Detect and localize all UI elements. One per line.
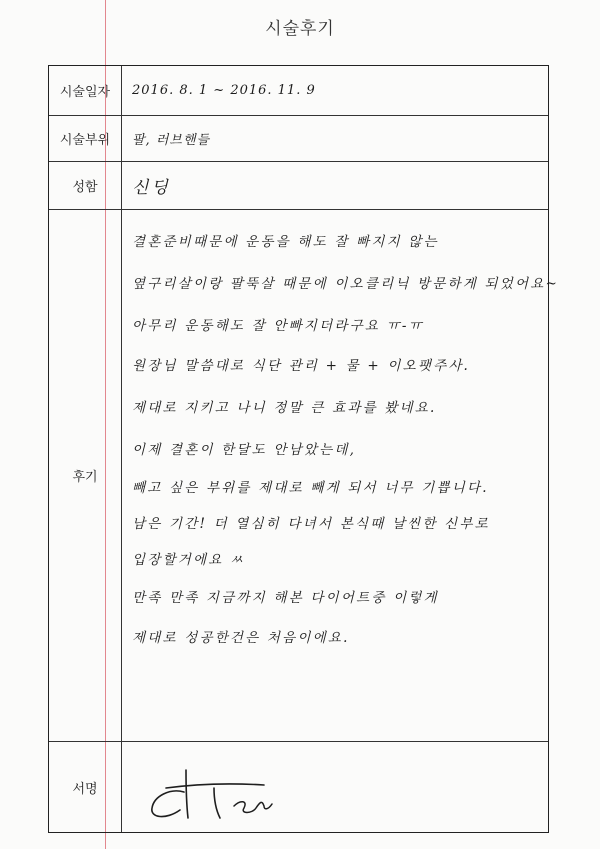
review-form [48,65,559,833]
review-line: 만족 만족 지금까지 해본 다이어트중 이렇게 [132,590,439,606]
review-line: 이제 결혼이 한달도 안남았는데, [132,442,357,458]
signature-area [122,742,548,832]
review-line: 남은 기간! 더 열심히 다녀서 본식때 날씬한 신부로 [132,516,490,532]
review-line: 옆구리살이랑 팔뚝살 때문에 이오클리닉 방문하게 되었어요~ [132,276,559,292]
review-line: 결혼준비때문에 운동을 해도 잘 빠지지 않는 [132,234,439,250]
signature-label: 서명 [49,742,122,832]
review-line: 원장님 말씀대로 식단 관리 + 물 + 이오팻주사. [132,358,471,374]
area-label: 시술부위 [49,116,122,161]
area-value: 팔, 러브핸들 [132,133,211,148]
review-line: 제대로 지키고 나니 정말 큰 효과를 봤네요. [132,400,437,416]
date-value: 2016. 8. 1 ~ 2016. 11. 9 [132,83,316,98]
name-row [49,162,548,210]
name-value: 신딩 [132,178,171,198]
handwritten-signature [136,748,336,828]
date-label: 시술일자 [49,66,122,115]
review-label: 후기 [49,210,122,741]
review-line: 입장할거에요 ㅆ [132,552,246,568]
review-line: 제대로 성공한건은 처음이에요. [132,630,350,646]
review-text [122,210,559,741]
signature-row [49,742,548,832]
review-line: 빼고 싶은 부위를 제대로 빼게 되서 너무 기쁩니다. [132,480,489,496]
review-line: 아무리 운동해도 잘 안빠지더라구요 ㅠ-ㅠ [132,318,424,334]
name-label: 성함 [49,162,122,209]
area-row [49,116,548,162]
review-row [49,210,559,742]
date-row [49,66,548,116]
page-title: 시술후기 [265,19,335,39]
